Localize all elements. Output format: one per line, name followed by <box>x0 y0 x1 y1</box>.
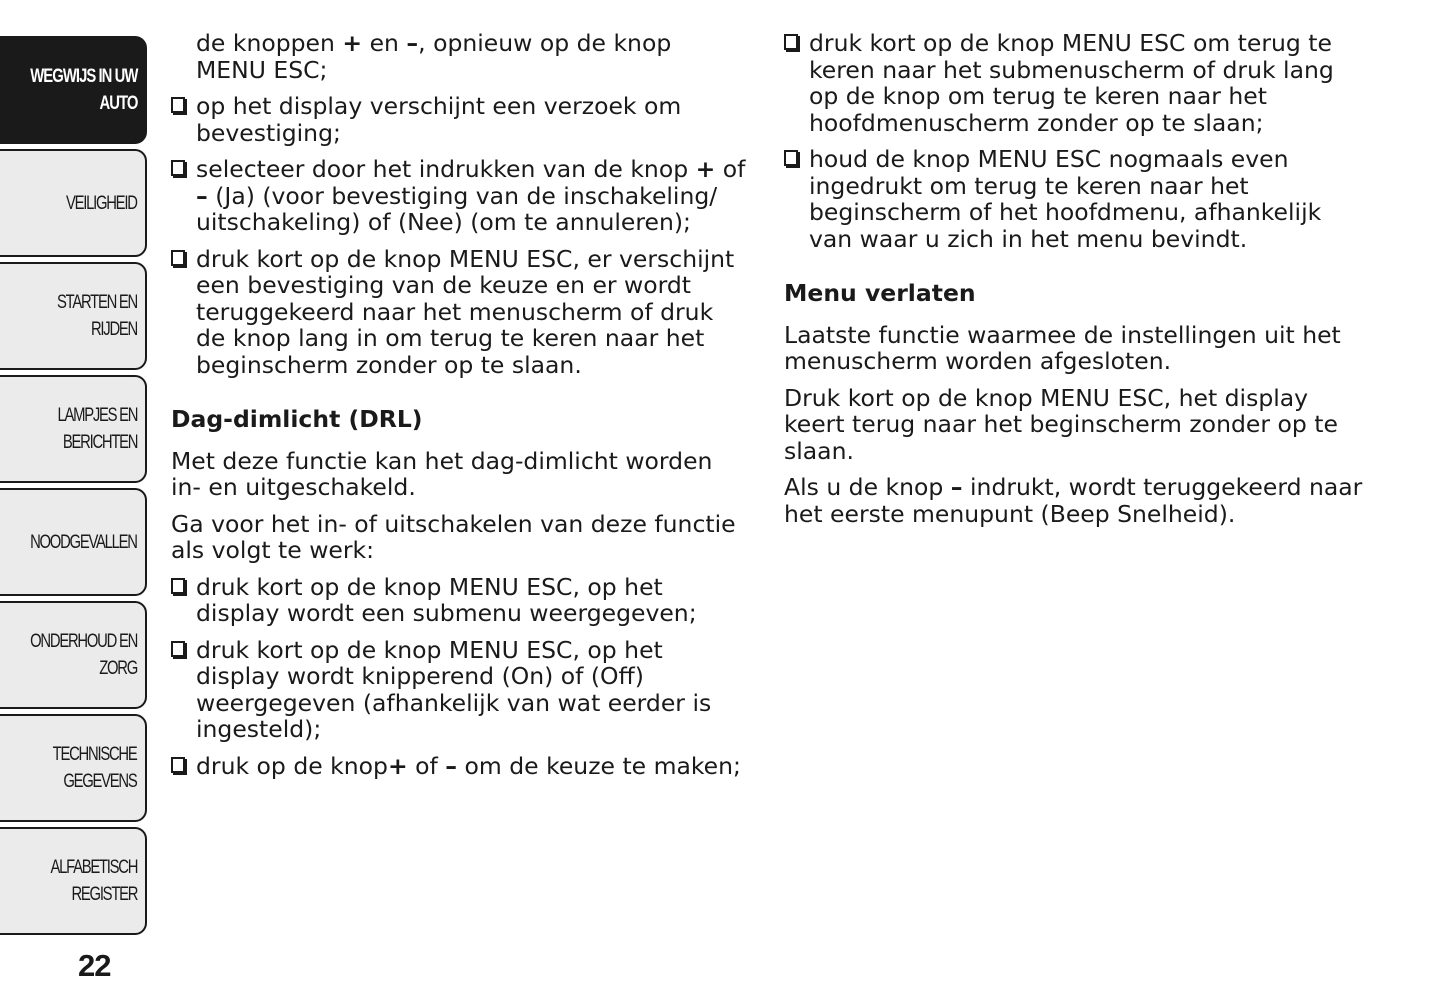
list-item <box>171 574 746 627</box>
list-item-text: druk kort op de knop MENU ESC, op het display wordt een submenu weergegeven; <box>196 572 697 627</box>
tab-label: LAMPJES EN BERICHTEN <box>57 405 137 453</box>
tab-starten-en-rijden[interactable] <box>0 262 147 370</box>
text: of <box>407 751 446 780</box>
section-heading-drl: Dag-dimlicht (DRL) <box>171 405 423 433</box>
list-item <box>171 156 746 236</box>
checkbox-bullet-icon <box>784 34 798 50</box>
text: of <box>715 155 746 183</box>
paragraph <box>784 474 1364 527</box>
section-heading-menu-verlaten: Menu verlaten <box>784 279 976 307</box>
text: selecteer door het indrukken van de knop <box>196 155 696 183</box>
list-item-text: druk kort op de knop MENU ESC, op het display wordt knipperend (On) of (Off) weergegeven (afhankelijk van wat eerder is ingesteld); <box>196 635 712 743</box>
list-item-text: op het display verschijnt een verzoek om bevestiging; <box>196 92 682 147</box>
plus-symbol: + <box>695 155 716 183</box>
minus-symbol: – <box>406 29 419 57</box>
list-item <box>171 637 746 743</box>
text: om de keuze te maken; <box>457 751 741 780</box>
paragraph: Druk kort op de knop MENU ESC, het display keert terug naar het beginscherm zonder op te slaan. <box>784 383 1338 465</box>
tab-wegwijs-in-uw-auto[interactable] <box>0 36 147 144</box>
checkbox-bullet-icon <box>171 250 185 266</box>
text: indrukt, wordt teruggekeerd naar het eerste menupunt (Beep Snelheid). <box>784 473 1363 528</box>
checkbox-bullet-icon <box>171 578 185 594</box>
paragraph: Laatste functie waarmee de instellingen uit het menuscherm worden afgesloten. <box>784 320 1341 375</box>
paragraph: Met deze functie kan het dag-dimlicht worden in- en uitgeschakeld. <box>171 446 713 501</box>
list-item <box>784 146 1364 252</box>
tab-label: NOODGEVALLEN <box>30 531 137 553</box>
tab-label: ONDERHOUD EN ZORG <box>30 631 137 679</box>
paragraph: Ga voor het in- of uitschakelen van deze functie als volgt te werk: <box>171 509 736 564</box>
tab-label: ALFABETISCH REGISTER <box>50 857 137 905</box>
list-item <box>171 246 746 379</box>
checkbox-bullet-icon <box>784 150 798 166</box>
list-item-text: druk kort op de knop MENU ESC om terug te keren naar het submenuscherm of druk lang op de knop om terug te keren naar het hoofdmenuscherm zonder op te slaan; <box>809 29 1334 137</box>
minus-symbol: – <box>445 751 458 780</box>
list-item <box>171 753 746 780</box>
plus-symbol: + <box>387 751 408 780</box>
list-item-continued <box>171 30 746 83</box>
text: druk op de knop <box>196 751 388 780</box>
tab-label: VEILIGHEID <box>66 192 137 214</box>
text: en <box>362 29 407 57</box>
tab-label: TECHNISCHE GEGEVENS <box>53 744 137 792</box>
list-item <box>784 30 1364 136</box>
tab-label: STARTEN EN RIJDEN <box>56 292 137 340</box>
tab-alfabetisch-register[interactable] <box>0 827 147 935</box>
text: de knoppen <box>196 29 343 57</box>
minus-symbol: – <box>196 181 208 210</box>
left-column <box>171 30 746 789</box>
page-number: 22 <box>78 948 111 983</box>
tab-lampjes-en-berichten[interactable] <box>0 375 147 483</box>
tab-label: WEGWIJS IN UW AUTO <box>29 66 137 114</box>
list-item-text: druk kort op de knop MENU ESC, er verschijnt een bevestiging van de keuze en er wordt teruggekeerd naar het menuscherm of druk de knop lang in om terug te keren naar het beginscherm zonder op te slaan. <box>196 244 735 379</box>
checkbox-bullet-icon <box>171 97 185 113</box>
tab-noodgevallen[interactable] <box>0 488 147 596</box>
tab-technische-gegevens[interactable] <box>0 714 147 822</box>
text: Als u de knop <box>784 473 951 501</box>
minus-symbol: – <box>950 473 963 501</box>
tab-onderhoud-en-zorg[interactable] <box>0 601 147 709</box>
tab-veiligheid[interactable] <box>0 149 147 257</box>
plus-symbol: + <box>342 29 363 57</box>
checkbox-bullet-icon <box>171 757 185 773</box>
list-item <box>171 93 746 146</box>
right-column <box>784 30 1364 537</box>
text: , opnieuw op de knop MENU ESC; <box>196 29 672 84</box>
checkbox-bullet-icon <box>171 641 185 657</box>
checkbox-bullet-icon <box>171 160 185 176</box>
text: (Ja) (voor bevestiging van de inschakeling/ uitschakeling) of (Nee) (om te annuleren); <box>196 181 718 236</box>
list-item-text: houd de knop MENU ESC nogmaals even ingedrukt om terug te keren naar het beginscherm of het hoofdmenu, afhankelijk van waar u zich in het menu bevindt. <box>809 145 1322 253</box>
